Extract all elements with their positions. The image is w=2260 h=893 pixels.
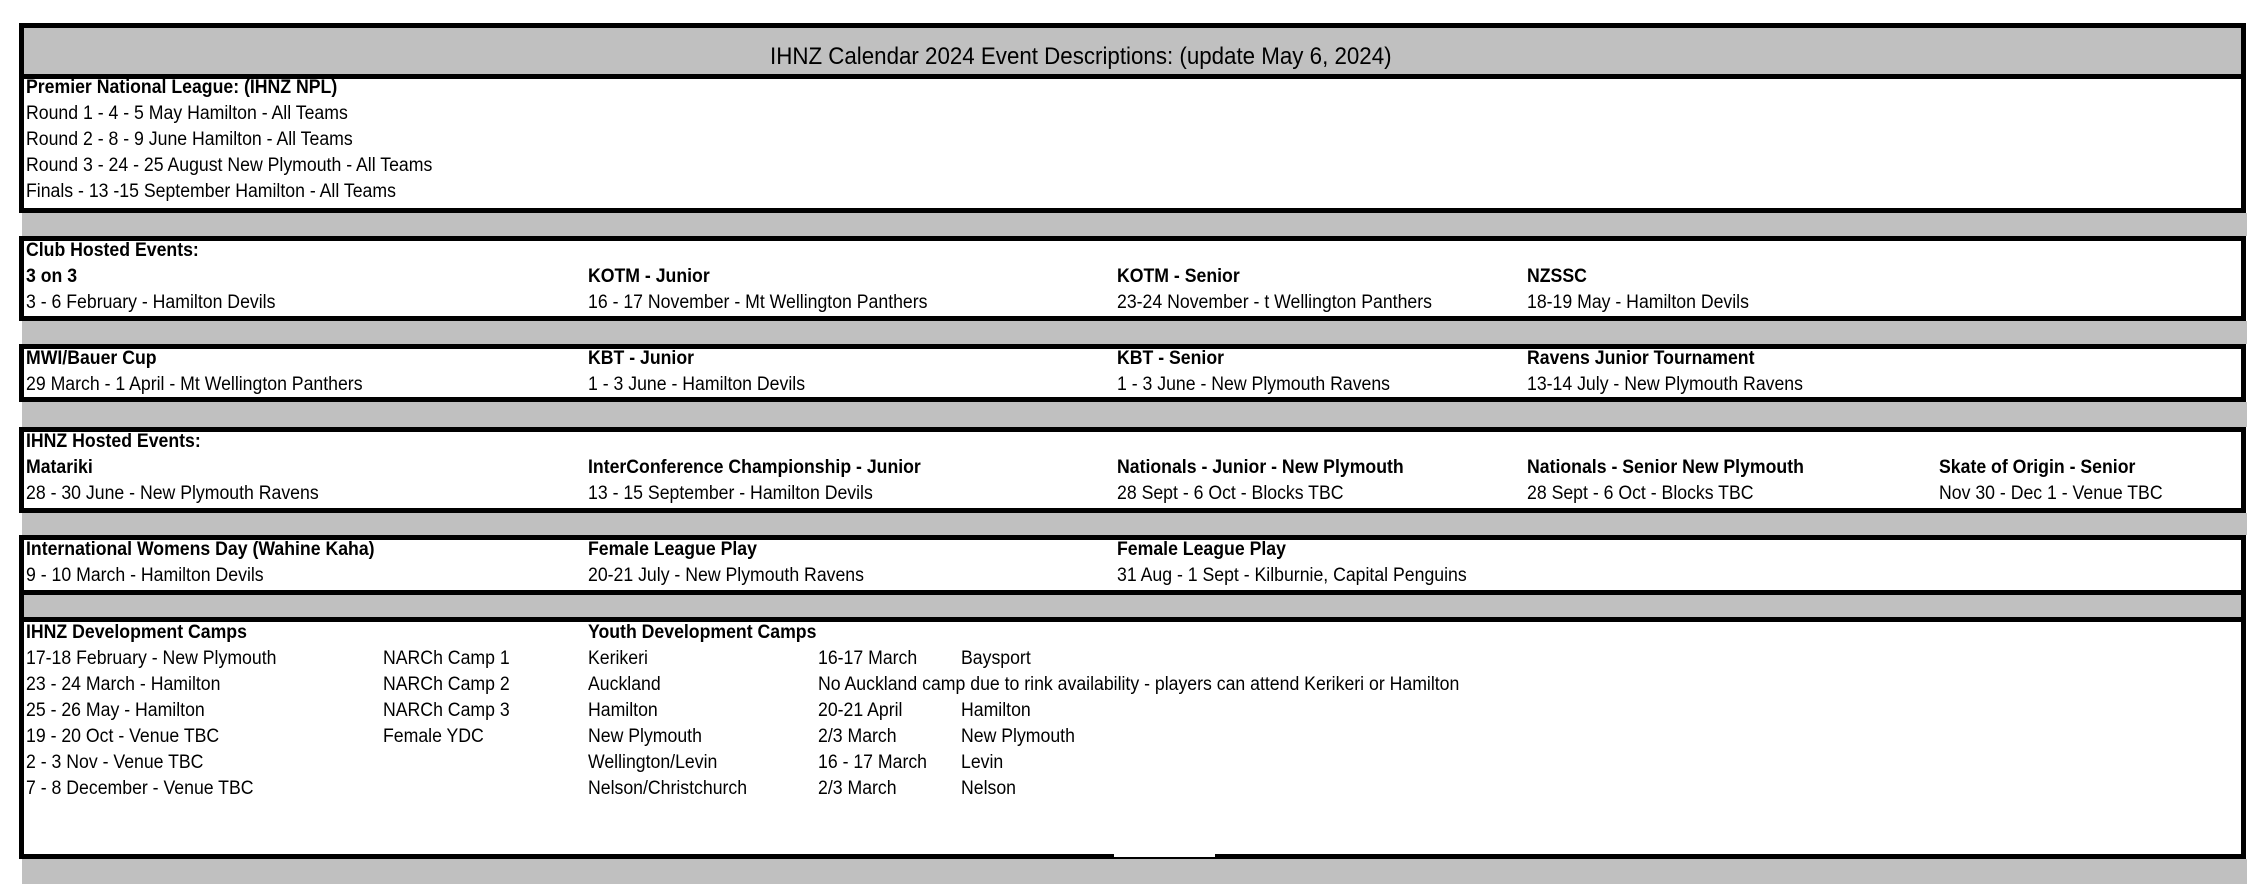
ihnz-heading: IHNZ Hosted Events: [26,431,201,452]
event-detail: 20-21 July - New Plymouth Ravens [588,565,864,586]
youth-region: Wellington/Levin [588,752,718,773]
event-name: KBT - Senior [1117,348,1225,369]
event-name: MWI/Bauer Cup [26,348,157,369]
npl-round-3: Round 3 - 24 - 25 August New Plymouth - All Teams [26,155,433,176]
youth-venue: New Plymouth [961,726,1075,747]
youth-region: Auckland [588,674,661,695]
youth-venue: Baysport [961,648,1031,669]
youth-heading: Youth Development Camps [588,622,817,643]
event-name: Matariki [26,457,93,478]
event-detail: 29 March - 1 April - Mt Wellington Panthers [26,374,363,395]
youth-region: Kerikeri [588,648,648,669]
event-name: Nationals - Junior - New Plymouth [1117,457,1404,478]
event-detail: 1 - 3 June - Hamilton Devils [588,374,806,395]
separator-band [22,402,2247,427]
youth-note: No Auckland camp due to rink availability - players can attend Kerikeri or Hamilton [818,674,1460,695]
event-name: Ravens Junior Tournament [1527,348,1755,369]
youth-date: 2/3 March [818,726,897,747]
event-detail: 16 - 17 November - Mt Wellington Panthers [588,292,928,313]
event-detail: 13-14 July - New Plymouth Ravens [1527,374,1803,395]
event-detail: 1 - 3 June - New Plymouth Ravens [1117,374,1391,395]
camp-date: 19 - 20 Oct - Venue TBC [26,726,220,747]
youth-region: Hamilton [588,700,658,721]
event-detail: 18-19 May - Hamilton Devils [1527,292,1749,313]
separator-band [22,213,2247,236]
youth-venue: Nelson [961,778,1017,799]
npl-round-2: Round 2 - 8 - 9 June Hamilton - All Teams [26,129,353,150]
footer-band [22,859,2247,884]
event-name: KBT - Junior [588,348,695,369]
event-name: Female League Play [588,539,757,560]
youth-region: Nelson/Christchurch [588,778,748,799]
npl-finals: Finals - 13 -15 September Hamilton - All Teams [26,181,396,202]
event-name: 3 on 3 [26,266,78,287]
separator-band [22,321,2247,344]
npl-heading: Premier National League: (IHNZ NPL) [26,77,338,98]
youth-venue: Hamilton [961,700,1031,721]
youth-date: 16 - 17 March [818,752,928,773]
event-name: International Womens Day (Wahine Kaha) [26,539,375,560]
camp-label: Female YDC [383,726,484,747]
youth-date: 2/3 March [818,778,897,799]
youth-region: New Plymouth [588,726,702,747]
event-name: Nationals - Senior New Plymouth [1527,457,1804,478]
page-title: IHNZ Calendar 2024 Event Descriptions: (update May 6, 2024) [770,43,1392,70]
camp-label: NARCh Camp 3 [383,700,510,721]
camp-date: 17-18 February - New Plymouth [26,648,277,669]
event-detail: 28 Sept - 6 Oct - Blocks TBC [1527,483,1754,504]
separator-band [24,595,2241,617]
event-name: KOTM - Junior [588,266,710,287]
camp-date: 7 - 8 December - Venue TBC [26,778,254,799]
event-detail: 9 - 10 March - Hamilton Devils [26,565,264,586]
divider [24,617,2241,622]
dev-heading: IHNZ Development Camps [26,622,247,643]
event-detail: 3 - 6 February - Hamilton Devils [26,292,276,313]
club-heading: Club Hosted Events: [26,240,199,261]
border-notch [1114,854,1215,857]
camp-label: NARCh Camp 1 [383,648,510,669]
event-detail: 23-24 November - t Wellington Panthers [1117,292,1432,313]
youth-date: 20-21 April [818,700,903,721]
camp-label: NARCh Camp 2 [383,674,510,695]
camp-date: 2 - 3 Nov - Venue TBC [26,752,204,773]
youth-date: 16-17 March [818,648,918,669]
npl-round-1: Round 1 - 4 - 5 May Hamilton - All Teams [26,103,348,124]
event-name: KOTM - Senior [1117,266,1240,287]
title-divider [24,74,2241,79]
event-detail: 13 - 15 September - Hamilton Devils [588,483,873,504]
event-name: Skate of Origin - Senior [1939,457,2136,478]
event-detail: 31 Aug - 1 Sept - Kilburnie, Capital Penguins [1117,565,1467,586]
separator-band [22,513,2247,535]
camp-date: 23 - 24 March - Hamilton [26,674,221,695]
event-name: Female League Play [1117,539,1286,560]
youth-venue: Levin [961,752,1004,773]
event-name: InterConference Championship - Junior [588,457,921,478]
camp-date: 25 - 26 May - Hamilton [26,700,205,721]
event-detail: 28 Sept - 6 Oct - Blocks TBC [1117,483,1344,504]
event-name: NZSSC [1527,266,1587,287]
event-detail: Nov 30 - Dec 1 - Venue TBC [1939,483,2163,504]
event-detail: 28 - 30 June - New Plymouth Ravens [26,483,319,504]
